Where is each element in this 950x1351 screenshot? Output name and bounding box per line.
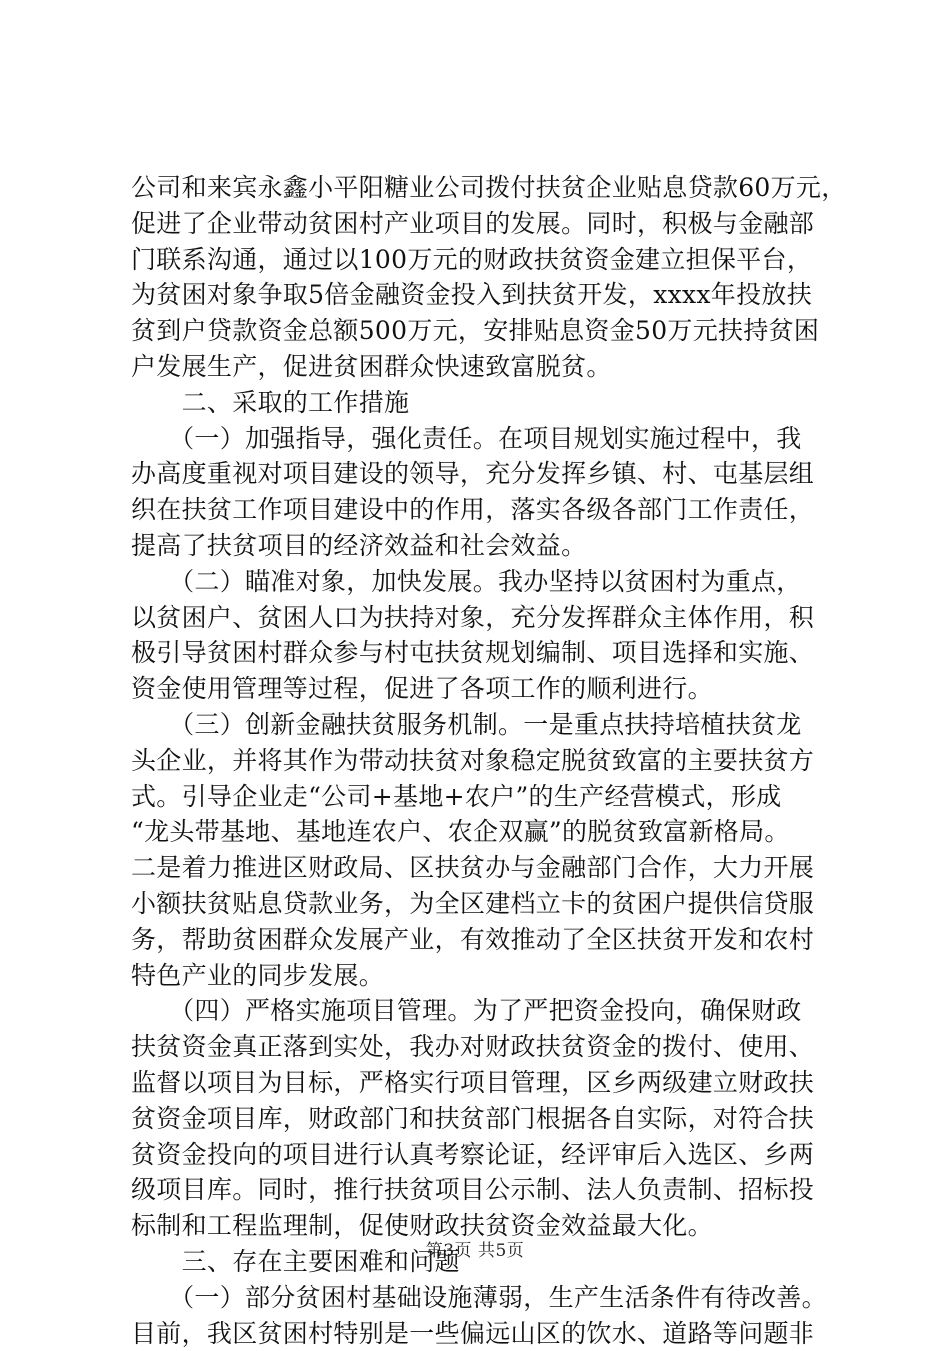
text-line: 小额扶贫贴息贷款业务，为全区建档立卡的贫困户提供信贷服 bbox=[131, 886, 831, 922]
text-line: 办高度重视对项目建设的领导，充分发挥乡镇、村、屯基层组 bbox=[131, 456, 831, 492]
text-line: 促进了企业带动贫困村产业项目的发展。同时，积极与金融部 bbox=[131, 206, 831, 242]
text-line: 二是着力推进区财政局、区扶贫办与金融部门合作，大力开展 bbox=[131, 850, 831, 886]
text-line: 特色产业的同步发展。 bbox=[131, 958, 831, 994]
text-line: 极引导贫困村群众参与村屯扶贫规划编制、项目选择和实施、 bbox=[131, 635, 831, 671]
text-line: 公司和来宾永鑫小平阳糖业公司拨付扶贫企业贴息贷款60万元， bbox=[131, 170, 831, 206]
text-line: 为贫困对象争取5倍金融资金投入到扶贫开发，xxxx年投放扶 bbox=[131, 277, 831, 313]
text-line: （二）瞄准对象，加快发展。我办坚持以贫困村为重点， bbox=[131, 564, 831, 600]
text-line: 织在扶贫工作项目建设中的作用，落实各级各部门工作责任， bbox=[131, 492, 831, 528]
section-heading: 三、存在主要困难和问题 bbox=[131, 1244, 831, 1280]
text-line: 头企业，并将其作为带动扶贫对象稳定脱贫致富的主要扶贫方 bbox=[131, 743, 831, 779]
body-text bbox=[131, 170, 831, 1351]
text-line: 贫资金投向的项目进行认真考察论证，经评审后入选区、乡两 bbox=[131, 1137, 831, 1173]
text-line: （三）创新金融扶贫服务机制。一是重点扶持培植扶贫龙 bbox=[131, 707, 831, 743]
text-line: 以贫困户、贫困人口为扶持对象，充分发挥群众主体作用，积 bbox=[131, 600, 831, 636]
text-line: 资金使用管理等过程，促进了各项工作的顺利进行。 bbox=[131, 671, 831, 707]
text-line: （四）严格实施项目管理。为了严把资金投向，确保财政 bbox=[131, 993, 831, 1029]
text-line: 门联系沟通，通过以100万元的财政扶贫资金建立担保平台， bbox=[131, 242, 831, 278]
text-line: 式。引导企业走“公司+基地+农户”的生产经营模式，形成 bbox=[131, 779, 831, 815]
text-line: 级项目库。同时，推行扶贫项目公示制、法人负责制、招标投 bbox=[131, 1172, 831, 1208]
text-line: （一）加强指导，强化责任。在项目规划实施过程中，我 bbox=[131, 421, 831, 457]
text-line: （一）部分贫困村基础设施薄弱，生产生活条件有待改善。 bbox=[131, 1280, 831, 1316]
text-line: 务，帮助贫困群众发展产业，有效推动了全区扶贫开发和农村 bbox=[131, 922, 831, 958]
text-line: 目前，我区贫困村特别是一些偏远山区的饮水、道路等问题非 bbox=[131, 1316, 831, 1351]
text-line: 贫资金项目库，财政部门和扶贫部门根据各自实际，对符合扶 bbox=[131, 1101, 831, 1137]
text-line: 贫到户贷款资金总额500万元，安排贴息资金50万元扶持贫困 bbox=[131, 313, 831, 349]
section-heading: 二、采取的工作措施 bbox=[131, 385, 831, 421]
text-line: “龙头带基地、基地连农户、农企双赢”的脱贫致富新格局。 bbox=[131, 814, 831, 850]
text-line: 户发展生产，促进贫困群众快速致富脱贫。 bbox=[131, 349, 831, 385]
text-line: 标制和工程监理制，促使财政扶贫资金效益最大化。 bbox=[131, 1208, 831, 1244]
text-line: 扶贫资金真正落到实处，我办对财政扶贫资金的拨付、使用、 bbox=[131, 1029, 831, 1065]
text-line: 提高了扶贫项目的经济效益和社会效益。 bbox=[131, 528, 831, 564]
page-number-footer: 第3页 共5页 bbox=[0, 1236, 950, 1261]
text-line: 监督以项目为目标，严格实行项目管理，区乡两级建立财政扶 bbox=[131, 1065, 831, 1101]
